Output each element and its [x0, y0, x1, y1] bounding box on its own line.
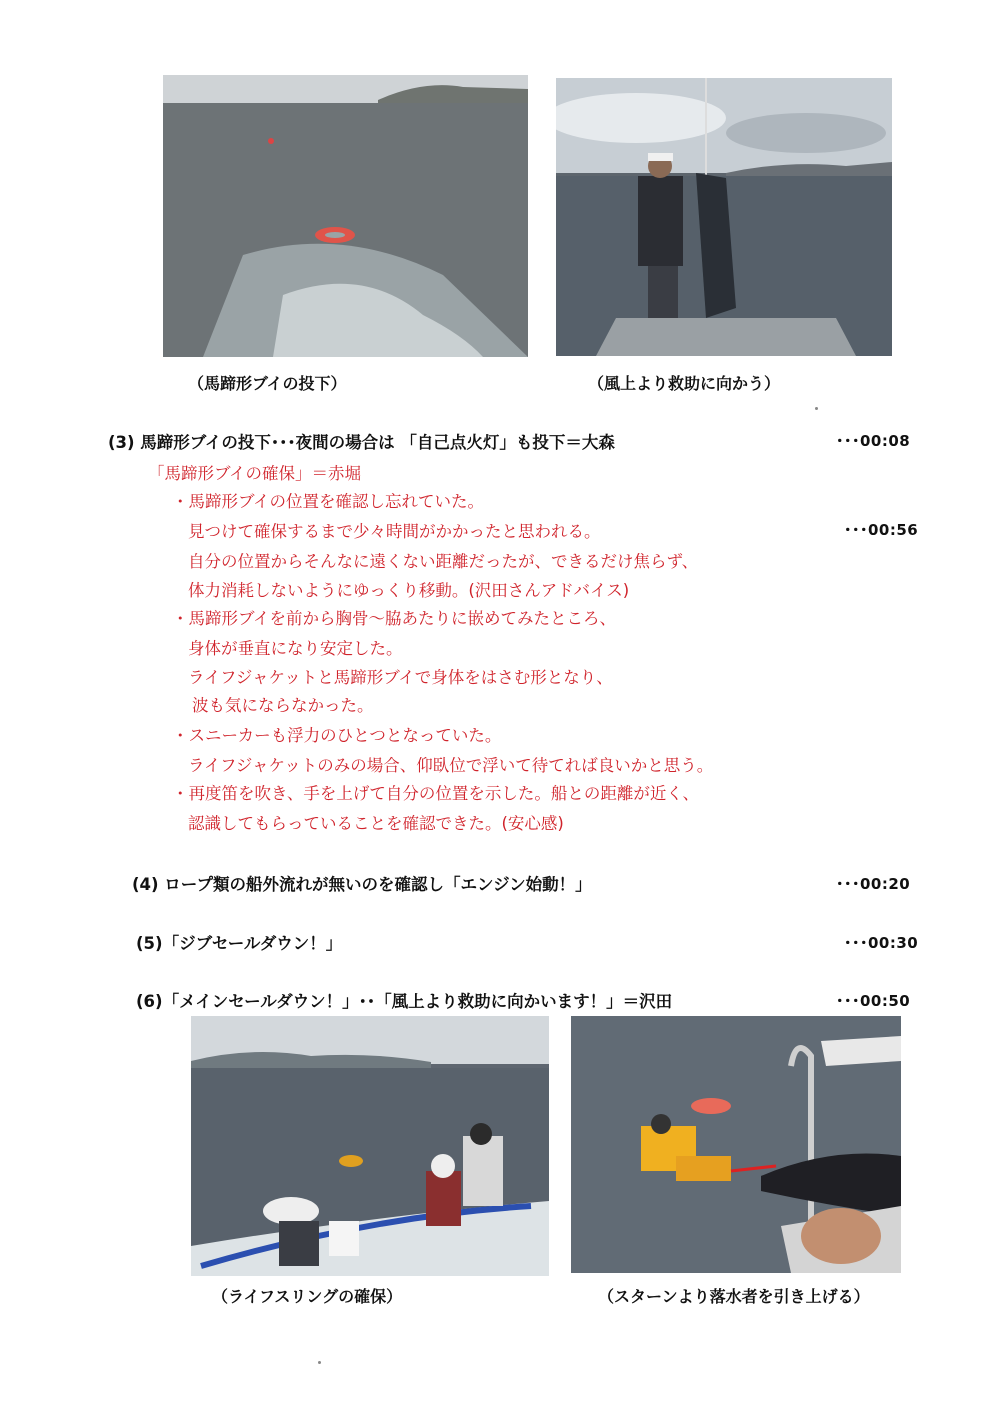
step-5-heading: (5)「ジブセールダウン！」 — [136, 934, 343, 953]
photo-lifesling — [191, 1016, 549, 1276]
photo-stern-lift — [571, 1016, 901, 1273]
caption-lifesling: （ライフスリングの確保） — [212, 1287, 403, 1306]
note-line: ・馬蹄形ブイを前から胸骨～脇あたりに嵌めてみたところ、 — [172, 609, 617, 628]
step-6-heading: (6)「メインセールダウン！」･･「風上より救助に向かいます！」＝沢田 — [136, 992, 673, 1011]
step-6-time: ･･･00:50 — [836, 992, 911, 1010]
notes-time: ･･･00:56 — [844, 521, 919, 539]
photo-upwind-rescue — [556, 78, 892, 356]
note-line: 身体が垂直になり安定した。 — [188, 639, 403, 658]
note-line: 見つけて確保するまで少々時間がかかったと思われる。 — [188, 522, 601, 541]
note-line: 自分の位置からそんなに遠くない距離だったが、できるだけ焦らず、 — [188, 552, 699, 571]
step-5-time: ･･･00:30 — [844, 934, 919, 952]
scan-speck — [318, 1361, 321, 1364]
note-line: ・再度笛を吹き、手を上げて自分の位置を示した。船との距離が近く、 — [172, 784, 700, 803]
step-3-heading: (3) 馬蹄形ブイの投下･･･夜間の場合は 「自己点火灯」も投下＝大森 — [108, 433, 615, 452]
note-line: ライフジャケットのみの場合、仰臥位で浮いて待てれば良いかと思う。 — [188, 756, 714, 775]
note-line: ライフジャケットと馬蹄形ブイで身体をはさむ形となり、 — [188, 668, 613, 687]
caption-buoy-drop: （馬蹄形ブイの投下） — [188, 374, 347, 393]
note-line: 認識してもらっていることを確認できた。(安心感) — [188, 814, 564, 833]
caption-stern-lift: （スターンより落水者を引き上げる） — [598, 1287, 870, 1306]
step-4-time: ･･･00:20 — [836, 875, 911, 893]
note-line: ・スニーカーも浮力のひとつとなっていた。 — [172, 726, 502, 745]
note-line: 体力消耗しないようにゆっくり移動。(沢田さんアドバイス) — [188, 581, 630, 600]
note-line: 波も気にならなかった。 — [192, 696, 374, 715]
step-3-time: ･･･00:08 — [836, 432, 911, 450]
photo-buoy-drop — [163, 75, 528, 357]
caption-upwind-rescue: （風上より救助に向かう） — [588, 374, 781, 393]
scan-speck — [815, 407, 818, 410]
step-4-heading: (4) ロープ類の船外流れが無いのを確認し「エンジン始動！」 — [132, 875, 592, 894]
note-line: ・馬蹄形ブイの位置を確認し忘れていた。 — [172, 492, 485, 511]
step-3-subheading: 「馬蹄形ブイの確保」＝赤堀 — [148, 464, 362, 483]
